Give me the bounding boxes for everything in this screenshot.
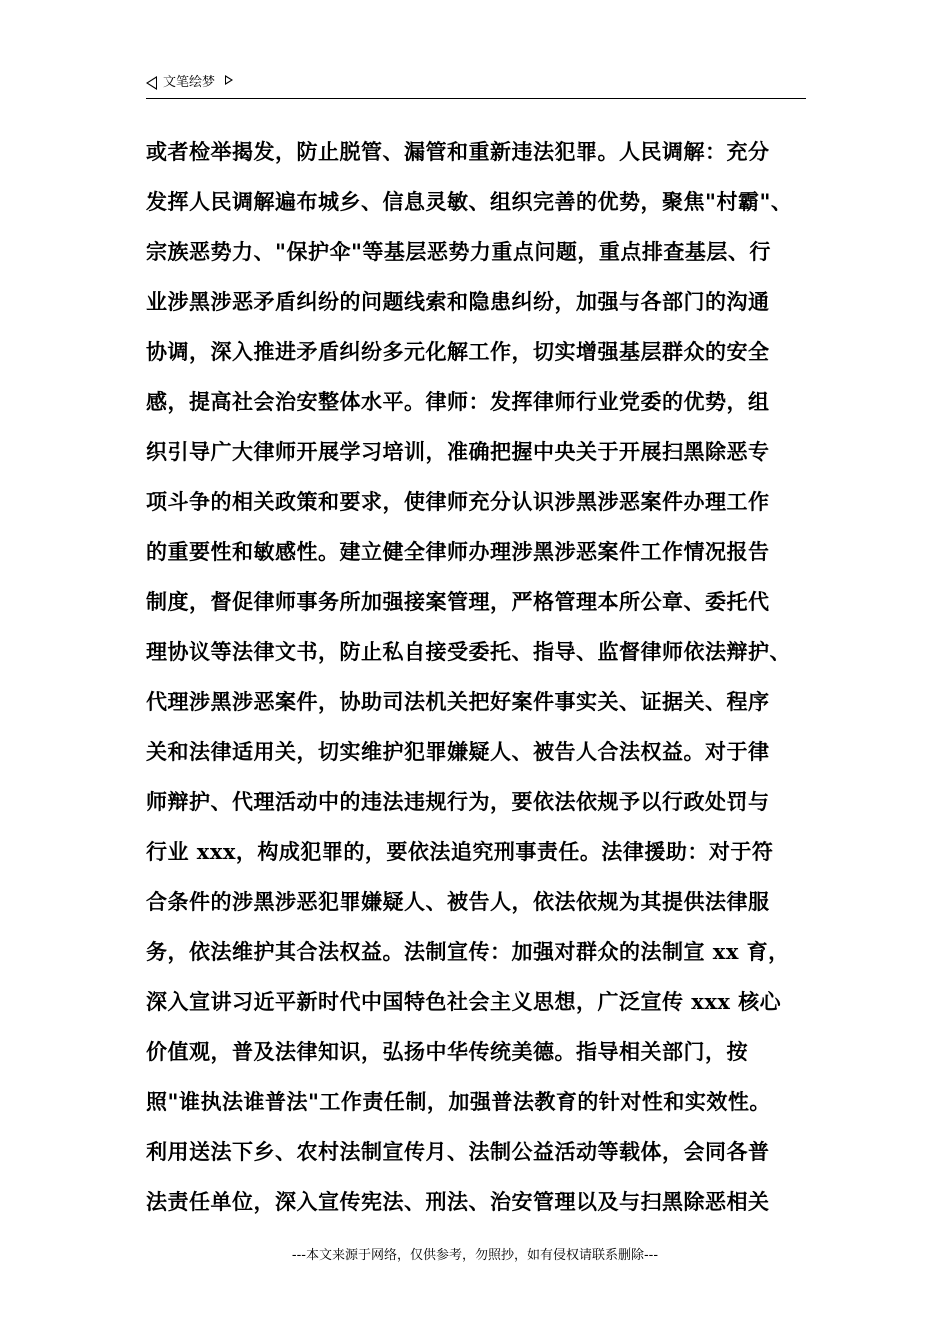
text-line: 师辩护、代理活动中的违法违规行为，要依法依规予以行政处罚与 bbox=[146, 789, 770, 814]
text-line: 宗族恶势力、"保护伞"等基层恶势力重点问题，重点排查基层、行 bbox=[146, 239, 771, 264]
text-line: 法责任单位，深入宣传宪法、刑法、治安管理以及与扫黑除恶相关 bbox=[146, 1189, 770, 1214]
text-line: 价值观，普及法律知识，弘扬中华传统美德。指导相关部门，按 bbox=[146, 1039, 748, 1064]
text-line: 深入宣讲习近平新时代中国特色社会主义思想，广泛宣传 xxx 核心 bbox=[146, 989, 782, 1014]
triangle-right-icon bbox=[225, 75, 233, 85]
page-footer: ---本文来源于网络，仅供参考，勿照抄，如有侵权请联系删除--- bbox=[291, 1248, 659, 1263]
text-line: 发挥人民调解遍布城乡、信息灵敏、组织完善的优势，聚焦"村霸"、 bbox=[146, 189, 793, 214]
header-title-group bbox=[146, 74, 233, 92]
text-line: 利用送法下乡、农村法制宣传月、法制公益活动等载体，会同各普 bbox=[146, 1139, 770, 1164]
text-line: 业涉黑涉恶矛盾纠纷的问题线索和隐患纠纷，加强与各部门的沟通 bbox=[146, 289, 770, 314]
text-line: 织引导广大律师开展学习培训，准确把握中央关于开展扫黑除恶专 bbox=[146, 439, 770, 464]
text-line: 协调，深入推进矛盾纠纷多元化解工作，切实增强基层群众的安全 bbox=[146, 339, 770, 364]
header-title: 文笔绘梦 bbox=[163, 75, 216, 90]
text-line: 关和法律适用关，切实维护犯罪嫌疑人、被告人合法权益。对于律 bbox=[146, 739, 770, 764]
text-line: 理协议等法律文书，防止私自接受委托、指导、监督律师依法辩护、 bbox=[146, 639, 791, 664]
text-line: 制度，督促律师事务所加强接案管理，严格管理本所公章、委托代 bbox=[146, 589, 770, 614]
text-line: 或者检举揭发，防止脱管、漏管和重新违法犯罪。人民调解：充分 bbox=[146, 139, 770, 164]
text-line: 项斗争的相关政策和要求，使律师充分认识涉黑涉恶案件办理工作 bbox=[146, 489, 770, 514]
text-line: 的重要性和敏感性。建立健全律师办理涉黑涉恶案件工作情况报告 bbox=[146, 539, 770, 564]
text-line: 代理涉黑涉恶案件，协助司法机关把好案件事实关、证据关、程序 bbox=[146, 689, 770, 714]
text-line: 合条件的涉黑涉恶犯罪嫌疑人、被告人，依法依规为其提供法律服 bbox=[146, 889, 770, 914]
page-header bbox=[146, 72, 806, 99]
document-body bbox=[146, 132, 826, 1232]
triangle-left-icon bbox=[146, 76, 157, 90]
text-line: 照"谁执法谁普法"工作责任制，加强普法教育的针对性和实效性。 bbox=[146, 1089, 771, 1114]
text-line: 务，依法维护其合法权益。法制宣传：加强对群众的法制宣 xx 育， bbox=[146, 939, 790, 964]
text-line: 行业 xxx，构成犯罪的，要依法追究刑事责任。法律援助：对于符 bbox=[146, 839, 774, 864]
text-line: 感，提高社会治安整体水平。律师：发挥律师行业党委的优势，组 bbox=[146, 389, 770, 414]
